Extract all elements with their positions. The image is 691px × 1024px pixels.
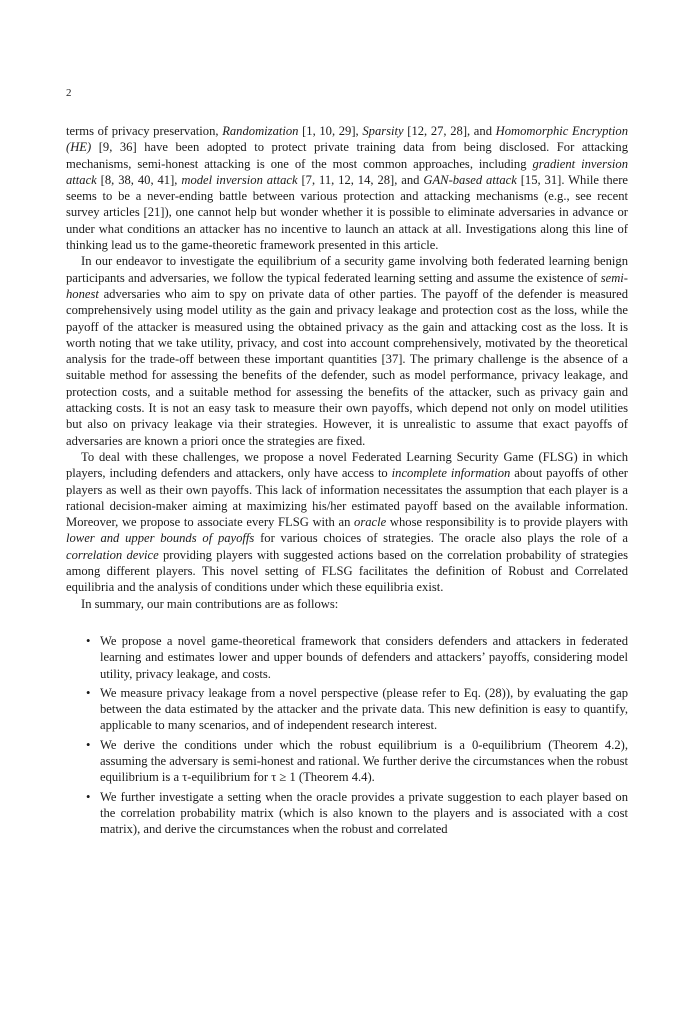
body-text: [66, 123, 628, 840]
term-homomorphic-encryption: Homomorphic Encryption (HE): [66, 124, 628, 155]
term-gan-based-attack: GAN-based attack: [423, 172, 517, 187]
paragraph-summary: In summary, our main contributions are as follows:: [81, 596, 339, 611]
term-semi-honest: semi-honest: [66, 270, 628, 301]
contribution-item: • We propose a novel game-theoretical framework that considers defenders and attackers in federated learning and estimates lower and upper bounds of defenders and attackers’ payoffs, considering model utility, privacy leakage, and costs.: [86, 633, 628, 681]
term-incomplete-information: incomplete information: [391, 466, 511, 481]
bullet-icon: •: [86, 789, 91, 804]
paragraph-privacy-mechanisms: terms of privacy preservation, Randomization [1, 10, 29], Sparsity [12, 27, 28], and Homomorphic Encryption (HE) [9, 36] have been adopted to protect private training data from being disclosed. For attacking mechanisms, semi-honest attacking is one of the most common approaches, including gradient inversion attack [8, 38, 40, 41], model inversion attack [7, 11, 12, 14, 28], and GAN-based attack [15, 31]. While there seems to be a never-ending battle between various protection and attacking mechanisms (e.g., see recent survey articles [21]), one cannot help but wonder whether it is possible to eliminate adversaries in advance or under what conditions an attacker has no incentive to launch an attack at all. Investigations along this line of thinking lead us to the game-theoretic framework presented in this article.: [66, 124, 629, 253]
bullet-icon: •: [86, 737, 91, 752]
term-randomization: Randomization: [222, 124, 299, 138]
contribution-item: • We measure privacy leakage from a novel perspective (please refer to Eq. (28)), by evaluating the gap between the data estimated by the attacker and the private data. This new definition is easy to quantify, applicable to many scenarios, and of independent research interest.: [86, 685, 628, 733]
term-sparsity: Sparsity: [362, 124, 404, 138]
paragraph-flsg: To deal with these challenges, we propose a novel Federated Learning Security Game (FLSG) in which players, including defenders and attackers, only have access to incomplete information about payoffs of other players as well as their own payoffs. This lack of information necessitates the assumption that each player is a rational decision-maker aiming at maximizing his/her estimated payoff based on the available information. Moreover, we propose to associate every FLSG with an oracle whose responsibility is to provide players with lower and upper bounds of payoffs for various choices of strategies. The oracle also plays the role of a correlation device providing players with suggested actions based on the correlation probability of strategies among different players. This novel setting of FLSG facilitates the definition of Robust and Correlated equilibria and the analysis of conditions under which these equilibria exist.: [66, 449, 628, 595]
term-model-inversion-attack: model inversion attack: [181, 172, 298, 187]
contributions-list: [66, 633, 628, 838]
paragraph-equilibrium: In our endeavor to investigate the equilibrium of a security game involving both federated learning benign participants and adversaries, we follow the typical federated learning setting and assume the existence of semi-honest adversaries who aim to spy on private data of other parties. The payoff of the defender is measured comprehensively using model utility as the gain and privacy leakage and protection cost as the loss, while the payoff of the attacker is measured using the obtained privacy as the gain and attacking cost as the loss. It is worth noting that we take utility, privacy, and cost into account comprehensively, motivated by the theoretical analysis for the trade-off between these important quantities [37]. The primary challenge is the absence of a suitable method for assessing the benefits of the defender, such as model performance, privacy leakage, and protection costs, and a suitable method for assessing the benefits of the attacker, such as privacy gain and attacking costs. It is not an easy task to measure their own payoffs, which depend not only on model utilities but also on privacy leakage via their strategies. However, it is unrealistic to assume that exact payoffs of adversaries are known a priori once the strategies are fixed.: [66, 254, 628, 448]
bullet-icon: •: [86, 685, 91, 700]
term-correlation-device: correlation device: [66, 547, 159, 562]
term-payoff-bounds: lower and upper bounds of payoffs: [66, 531, 255, 546]
contribution-item: • We derive the conditions under which the robust equilibrium is a 0-equilibrium (Theorem 4.2), assuming the adversary is semi-honest and rational. We further derive the circumstances when the robust equilibrium is a τ-equilibrium for τ ≥ 1 (Theorem 4.4).: [86, 737, 628, 785]
term-oracle: oracle: [354, 515, 387, 530]
bullet-icon: •: [86, 633, 91, 648]
contribution-item: • We further investigate a setting when the oracle provides a private suggestion to each player based on the correlation probability matrix (which is also known to the players and is associated with a cost matrix), and derive the circumstances when the robust and correlated: [86, 789, 628, 837]
term-gradient-inversion-attack: gradient inversion attack: [66, 156, 629, 187]
page-number: 2: [66, 87, 72, 99]
